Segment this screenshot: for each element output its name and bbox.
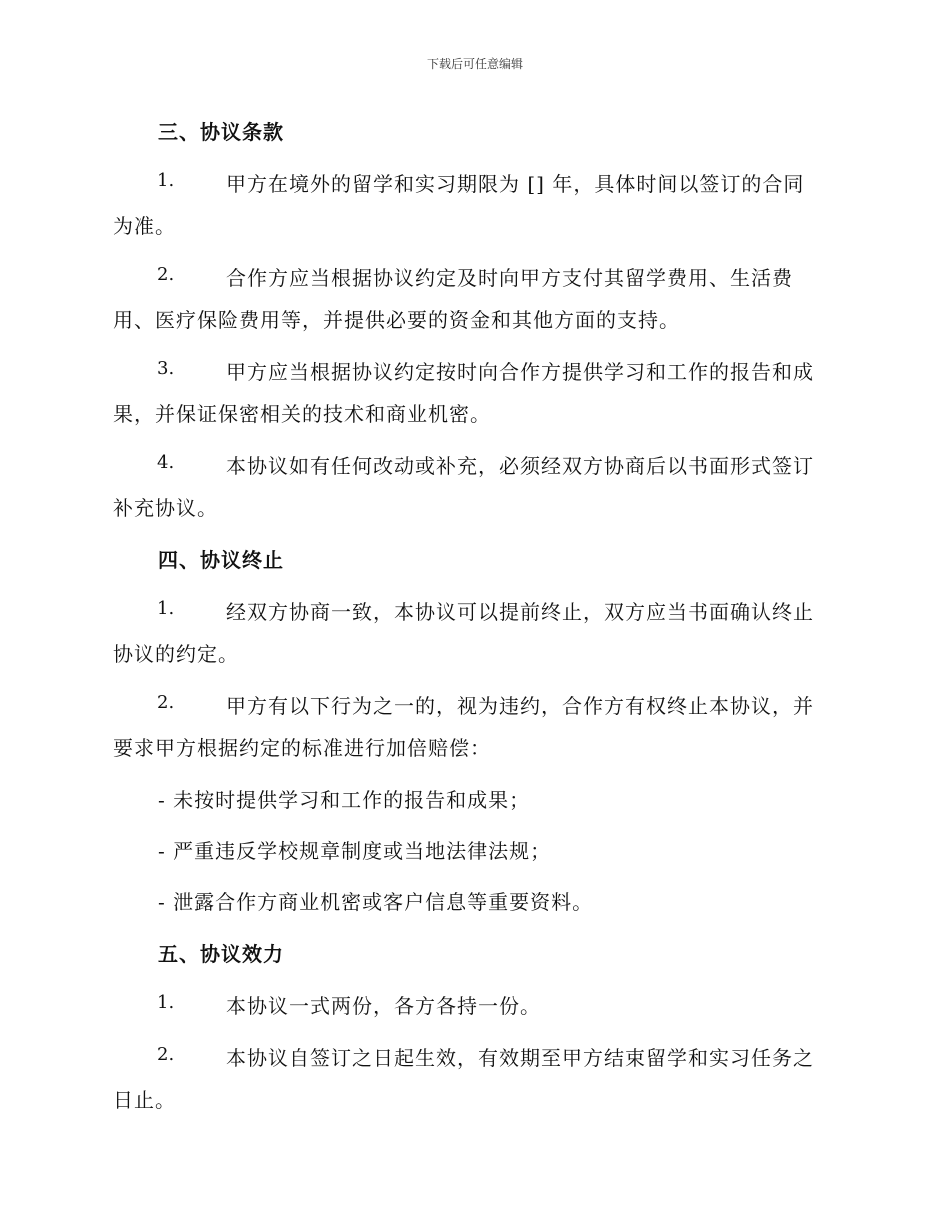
clause-text: 本协议一式两份，各方各持一份。 bbox=[226, 994, 541, 1018]
clause-text: 甲方有以下行为之一的，视为违约，合作方有权终止本协议，并 bbox=[226, 694, 814, 718]
clause-number: 2. bbox=[157, 692, 175, 713]
clause-text-continued: 要求甲方根据约定的标准进行加倍赔偿： bbox=[113, 736, 491, 760]
clause-number: 1. bbox=[157, 598, 175, 619]
clause-text: 合作方应当根据协议约定及时向甲方支付其留学费用、生活费 bbox=[226, 266, 793, 290]
clause-text-continued: 为准。 bbox=[113, 214, 176, 238]
clause-number: 3. bbox=[157, 358, 175, 379]
clause-text: 本协议自签订之日起生效，有效期至甲方结束留学和实习任务之 bbox=[226, 1046, 814, 1070]
clause-text-continued: 补充协议。 bbox=[113, 496, 218, 520]
page-header: 下载后可任意编辑 bbox=[426, 57, 523, 71]
breach-item: - 泄露合作方商业机密或客户信息等重要资料。 bbox=[158, 890, 594, 914]
clause-number: 4. bbox=[157, 452, 175, 473]
breach-item: - 严重违反学校规章制度或当地法律法规； bbox=[158, 839, 552, 863]
clause-text: 经双方协商一致，本协议可以提前终止，双方应当书面确认终止 bbox=[226, 600, 814, 624]
clause-text-continued: 用、医疗保险费用等，并提供必要的资金和其他方面的支持。 bbox=[113, 308, 680, 332]
clause-text-continued: 协议的约定。 bbox=[113, 642, 239, 666]
clause-text-continued: 日止。 bbox=[113, 1088, 176, 1112]
clause-text: 甲方在境外的留学和实习期限为 [] 年，具体时间以签订的合同 bbox=[226, 172, 805, 196]
clause-text: 甲方应当根据协议约定按时向合作方提供学习和工作的报告和成 bbox=[226, 360, 814, 384]
section-heading-termination: 四、协议终止 bbox=[158, 548, 284, 572]
clause-text-continued: 果，并保证保密相关的技术和商业机密。 bbox=[113, 402, 491, 426]
section-heading-validity: 五、协议效力 bbox=[158, 942, 284, 966]
breach-item: - 未按时提供学习和工作的报告和成果； bbox=[158, 788, 531, 812]
clause-text: 本协议如有任何改动或补充，必须经双方协商后以书面形式签订 bbox=[226, 454, 814, 478]
clause-number: 1. bbox=[157, 170, 175, 191]
clause-number: 2. bbox=[157, 264, 175, 285]
clause-number: 1. bbox=[157, 992, 175, 1013]
clause-number: 2. bbox=[157, 1044, 175, 1065]
section-heading-terms: 三、协议条款 bbox=[158, 120, 284, 144]
